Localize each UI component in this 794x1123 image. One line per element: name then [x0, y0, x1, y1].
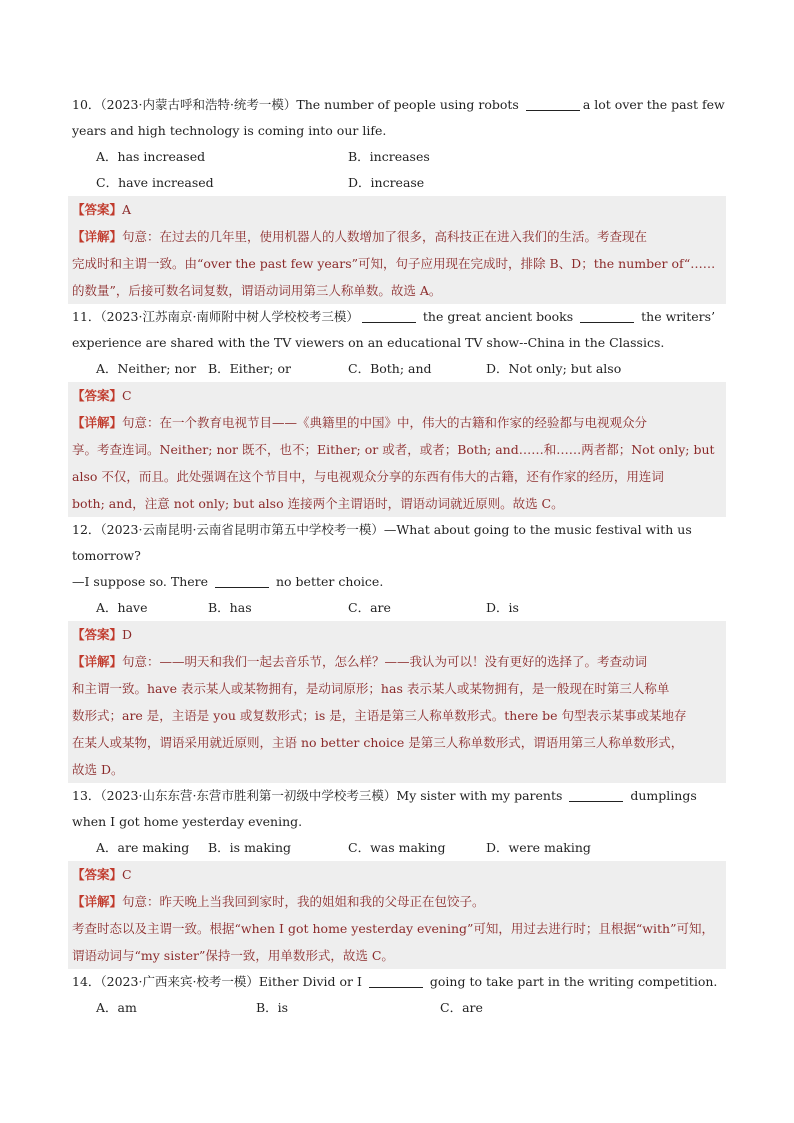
option-b: B．is making: [208, 840, 292, 855]
option-b: B．has: [208, 600, 252, 615]
option-d: D．increase: [348, 175, 425, 190]
question-stem: 10．（2023·内蒙古呼和浩特·统考一模）The number of people using robots: [72, 97, 519, 112]
answer-blank: [526, 98, 580, 111]
options-row: [72, 170, 722, 196]
option-b: B．is: [256, 1000, 289, 1015]
answer-value: C: [122, 388, 132, 403]
answer-blank: [569, 789, 623, 802]
answer-value: C: [122, 867, 132, 882]
answer-box: 【答案】A 【详解】句意：在过去的几年里，使用机器人的人数增加了很多，高科技正在进入我们的生活。考查现在 完成时和主谓一致。由“over the past few years”可知，句子应用现在完成时，排除 B、D；the number of“…… 的数量”，后接可数名词复数，谓语动词用第三人称单数。故选 A。: [68, 196, 726, 304]
option-c: C．was making: [348, 840, 446, 855]
document-page: [72, 92, 725, 1021]
answer-blank: [369, 975, 423, 988]
options-row: [72, 356, 722, 382]
option-c: C．are: [348, 600, 391, 615]
option-c: C．Both; and: [348, 361, 432, 376]
answer-box: 【答案】C 【详解】句意：昨天晚上当我回到家时，我的姐姐和我的父母正在包饺子。 考查时态以及主谓一致。根据“when I got home yesterday evening”可知，用过去进行时；且根据“with”可知， 谓语动词与“my sister”保持一致，用单数形式，故选 C。: [68, 861, 726, 969]
options-row: [72, 144, 722, 170]
option-b: B．Either; or: [208, 361, 291, 376]
option-c: C．are: [440, 1000, 483, 1015]
question-12: 12．（2023·云南昆明·云南省昆明市第五中学校考一模）—What about going to the music festival with us tomorrow? —I suppose so. There no better choice. A．have B．has C．are D．is 【答案】D 【详解】句意：——明天和我们一起去音乐节，怎么样？——我认为可以！没有更好的选择了。考查动词 和主谓一致。have 表示某人或某物拥有，是动词原形；has 表示某人或某物拥有，是一般现在时第三人称单 数形式；are 是，主语是 you 或复数形式；is 是，主语是第三人称单数形式。there be 句型表示某事或某地存 在某人或某物，谓语采用就近原则，主语 no better choice 是第三人称单数形式，谓语用第三人称单数形式， 故选 D。: [72, 517, 722, 783]
answer-blank: [580, 310, 634, 323]
answer-box: 【答案】D 【详解】句意：——明天和我们一起去音乐节，怎么样？——我认为可以！没有更好的选择了。考查动词 和主谓一致。have 表示某人或某物拥有，是动词原形；has 表示某人或某物拥有，是一般现在时第三人称单 数形式；are 是，主语是 you 或复数形式；is 是，主语是第三人称单数形式。there be 句型表示某事或某地存 在某人或某物，谓语采用就近原则，主语 no better choice 是第三人称单数形式，谓语用第三人称单数形式， 故选 D。: [68, 621, 726, 783]
question-14: 14．（2023·广西来宾·校考一模）Either Divid or I going to take part in the writing competition. A．am B．is C．are: [72, 969, 722, 1021]
options-row: [72, 835, 722, 861]
answer-value: D: [122, 627, 133, 642]
option-c: C．have increased: [96, 175, 214, 190]
option-b: B．increases: [348, 149, 430, 164]
option-a: A．have: [96, 600, 148, 615]
option-a: A．am: [96, 1000, 137, 1015]
options-row: [72, 595, 722, 621]
question-13: 13．（2023·山东东营·东营市胜利第一初级中学校考三模）My sister with my parents dumplings when I got home yesterday evening. A．are making B．is making C．was making D．were making 【答案】C 【详解】句意：昨天晚上当我回到家时，我的姐姐和我的父母正在包饺子。 考查时态以及主谓一致。根据“when I got home yesterday evening”可知，用过去进行时；且根据“with”可知， 谓语动词与“my sister”保持一致，用单数形式，故选 C。: [72, 783, 722, 969]
question-11: 11．（2023·江苏南京·南师附中树人学校校考三模） the great ancient books the writers’ experience are shared with the TV viewers on an educational TV show--China in the Classics. A．Neither; nor B．Either; or C．Both; and D．Not only; but also 【答案】C 【详解】句意：在一个教育电视节目——《典籍里的中国》中，伟大的古籍和作家的经验都与电视观众分 享。考查连词。Neither; nor 既不，也不；Either; or 或者，或者；Both; and……和……两者都；Not only; but also 不仅，而且。此处强调在这个节目中，与电视观众分享的东西有伟大的古籍，还有作家的经历，用连词 both; and，注意 not only; but also 连接两个主谓语时，谓语动词就近原则。故选 C。: [72, 304, 722, 517]
answer-blank: [215, 575, 269, 588]
option-d: D．is: [486, 600, 519, 615]
answer-blank: [362, 310, 416, 323]
option-a: A．has increased: [96, 149, 206, 164]
answer-box: 【答案】C 【详解】句意：在一个教育电视节目——《典籍里的中国》中，伟大的古籍和作家的经验都与电视观众分 享。考查连词。Neither; nor 既不，也不；Either; or 或者，或者；Both; and……和……两者都；Not only; but also 不仅，而且。此处强调在这个节目中，与电视观众分享的东西有伟大的古籍，还有作家的经历，用连词 both; and，注意 not only; but also 连接两个主谓语时，谓语动词就近原则。故选 C。: [68, 382, 726, 517]
question-10: 10．（2023·内蒙古呼和浩特·统考一模）The number of people using robots a lot over the past few years and high technology is coming into our life. A．has increased B．increases C．have increased D．increase 【答案】A 【详解】句意：在过去的几年里，使用机器人的人数增加了很多，高科技正在进入我们的生活。考查现在 完成时和主谓一致。由“over the past few years”可知，句子应用现在完成时，排除 B、D；the number of“…… 的数量”，后接可数名词复数，谓语动词用第三人称单数。故选 A。: [72, 92, 722, 304]
option-a: A．are making: [96, 840, 190, 855]
option-d: D．Not only; but also: [486, 361, 622, 376]
option-d: D．were making: [486, 840, 591, 855]
answer-value: A: [122, 202, 132, 217]
option-a: A．Neither; nor: [96, 361, 197, 376]
options-row: [72, 995, 722, 1021]
